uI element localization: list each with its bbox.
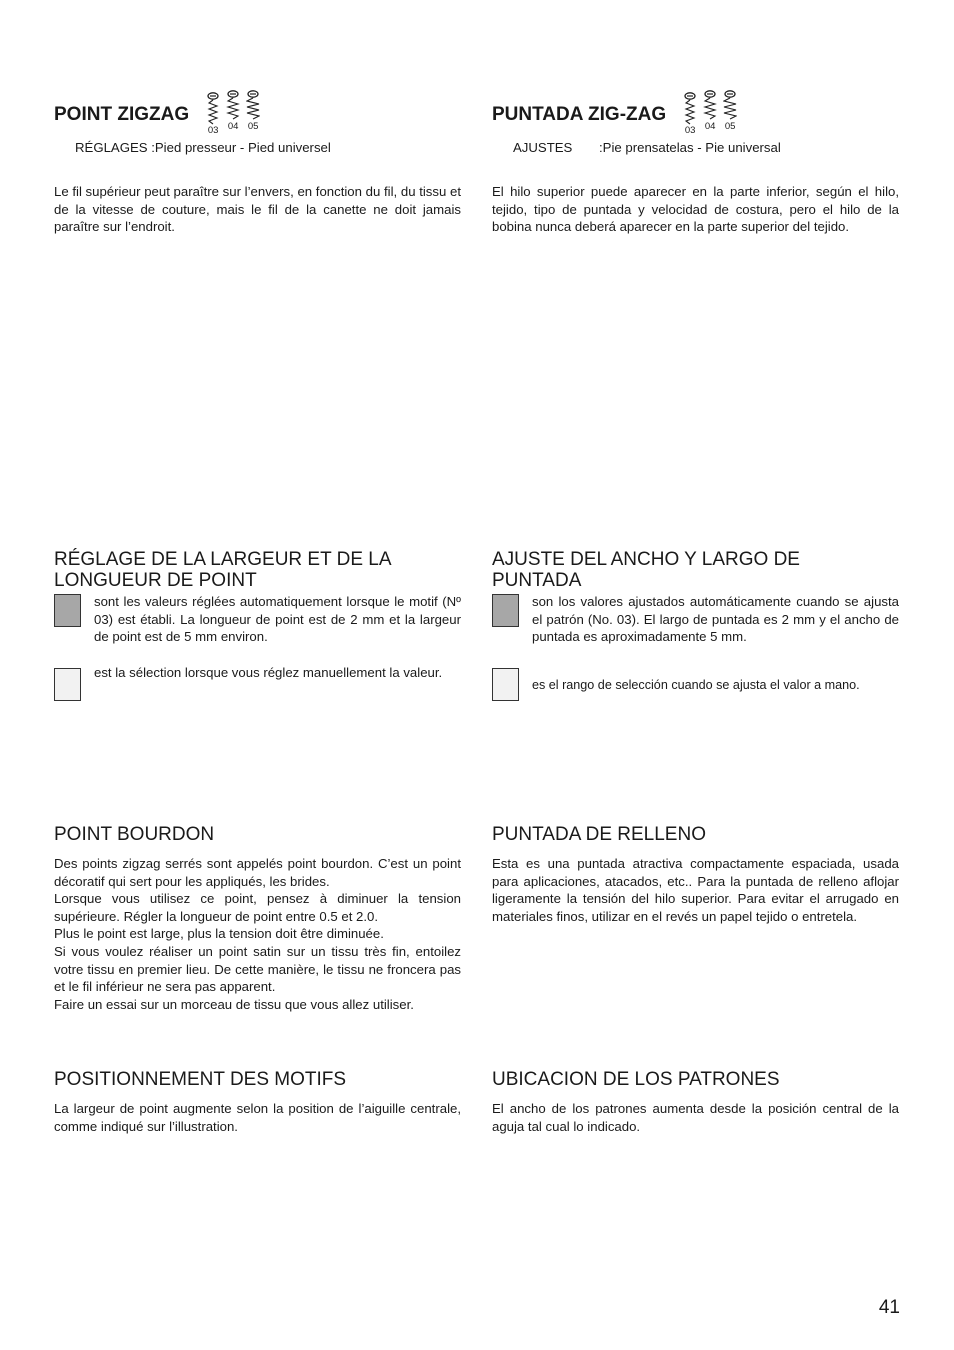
title-line: LONGUEUR DE POINT <box>54 570 257 591</box>
zigzag-paragraph: Le fil supérieur peut paraître sur l’envers, en fonction du fil, du tissu et de la vitesse de couture, mais le fil de la canette ne doit jamais paraître sur l’endroit. <box>54 184 461 235</box>
auto-value-swatch <box>492 594 519 627</box>
title-line: PUNTADA <box>492 570 582 591</box>
settings-value: :Pie prensatelas - Pie universal <box>599 140 781 155</box>
stitch-05-icon <box>722 90 738 136</box>
stitch-number: 05 <box>724 121 736 132</box>
satin-title: PUNTADA DE RELLENO <box>492 824 706 845</box>
section-title: POINT ZIGZAG <box>54 104 190 125</box>
title-line: RÉGLAGE DE LA LARGEUR ET DE LA <box>54 549 392 570</box>
stitch-04-icon <box>225 90 241 136</box>
stitch-number: 03 <box>207 125 219 136</box>
stitch-05-icon <box>245 90 261 136</box>
stitch-03-icon <box>205 92 221 136</box>
manual-value-text: est la sélection lorsque vous réglez manuellement la valeur. <box>94 665 443 680</box>
page-number: 41 <box>878 1297 900 1318</box>
stitch-number: 05 <box>247 121 259 132</box>
auto-value-text: sont les valeurs réglées automatiquement lorsque le motif (Nº 03) est établi. La longueur de point est de 2 mm et la largeur de point est de 5 mm environ. <box>94 594 461 645</box>
zigzag-header-fr <box>54 80 261 136</box>
positioning-paragraph: La largeur de point augmente selon la position de l’aiguille centrale, comme indiqué sur l’illustration. <box>54 1101 461 1134</box>
manual-value-swatch <box>54 668 81 701</box>
satin-title: POINT BOURDON <box>54 824 215 845</box>
width-length-title <box>54 549 461 591</box>
stitch-number: 04 <box>704 121 716 132</box>
stitch-pattern-icons <box>682 92 738 136</box>
width-length-title <box>492 549 899 591</box>
settings-line: RÉGLAGES :Pied presseur - Pied universel <box>75 140 331 155</box>
stitch-number: 04 <box>227 121 239 132</box>
text-line: Plus le point est large, plus la tension doit être diminuée. <box>54 926 384 942</box>
title-line: AJUSTE DEL ANCHO Y LARGO DE <box>492 549 800 570</box>
positioning-paragraph: El ancho de los patrones aumenta desde la posición central de la aguja tal cual lo indicado. <box>492 1101 899 1134</box>
positioning-title: UBICACION DE LOS PATRONES <box>492 1069 780 1090</box>
manual-value-swatch <box>492 668 519 701</box>
manual-value-text: es el rango de selección cuando se ajusta el valor a mano. <box>532 678 860 692</box>
section-title: PUNTADA ZIG-ZAG <box>492 104 667 125</box>
zigzag-paragraph: El hilo superior puede aparecer en la parte inferior, según el hilo, tejido, tipo de puntada y velocidad de costura, pero el hilo de la bobina nunca deberá aparecer en la parte superior del tejido. <box>492 184 899 235</box>
stitch-number: 03 <box>684 125 696 136</box>
positioning-title: POSITIONNEMENT DES MOTIFS <box>54 1069 347 1090</box>
settings-label: AJUSTES <box>513 140 573 155</box>
stitch-03-icon <box>682 92 698 136</box>
auto-value-swatch <box>54 594 81 627</box>
auto-value-text: son los valores ajustados automáticamente cuando se ajusta el patrón (No. 03). El largo de puntada es 2 mm y el ancho de puntada es aproximadamente 5 mm. <box>532 594 899 645</box>
text-line: Si vous voulez réaliser un point satin sur un tissu très fin, entoilez votre tissu en premier lieu. De cette manière, le tissu ne froncera pas et le fil inférieur ne sera pas apparent. <box>54 943 461 995</box>
satin-paragraph: Esta es una puntada atractiva compactamente espaciada, usada para aplicaciones, atacados, etc.. Para la puntada de relleno aflojar ligeramente la tensión del hilo superior. Para evitar el arrugado en materiales finos, utilizar en el revés un papel tejido o entretela. <box>492 856 899 924</box>
text-line: Faire un essai sur un morceau de tissu que vous allez utiliser. <box>54 996 414 1012</box>
stitch-04-icon <box>702 90 718 136</box>
zigzag-header-es <box>492 80 738 136</box>
stitch-pattern-icons <box>205 92 261 136</box>
text-line: Lorsque vous utilisez ce point, pensez à diminuer la tension supérieure. Régler la longueur de point entre 0.5 et 2.0. <box>54 891 461 924</box>
text-line: Des points zigzag serrés sont appelés point bourdon. C’est un point décoratif qui sert pour les appliqués, les brides. <box>54 856 461 889</box>
satin-paragraph <box>54 855 461 1013</box>
